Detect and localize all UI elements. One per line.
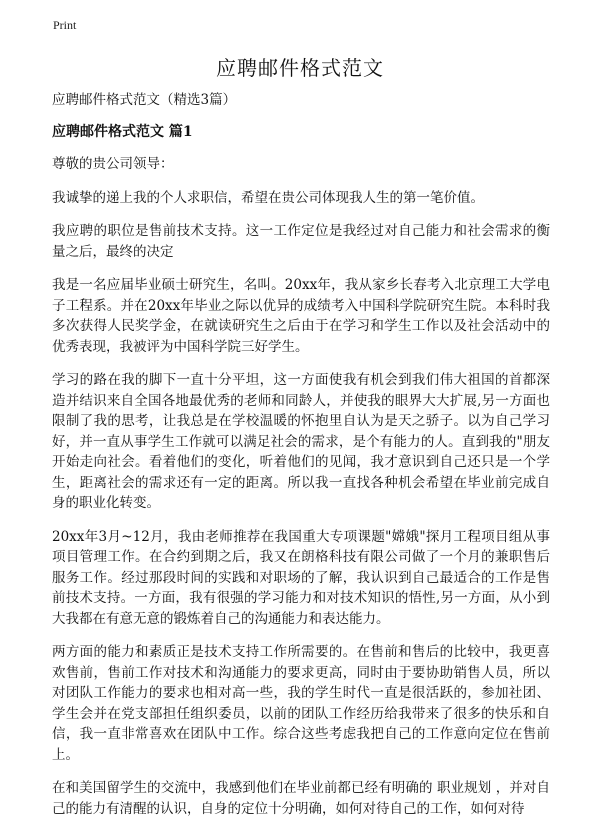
paragraph-background: 我是一名应届毕业硕士研究生，名叫。20xx年，我从家乡长春考入北京理工大学电子工程系。并在20xx年毕业之际以优异的成绩考入中国科学院研究生院。本科时我多次获得人民奖学金，在就读研究生之后由于在学习和学生工作以及社会活动中的优秀表现，我被评为中国科学院三好学生。 (52, 277, 550, 355)
paragraph-study: 学习的路在我的脚下一直十分平坦，这一方面使我有机会到我们伟大祖国的首都深造并结识来自全国各地最优秀的老师和同龄人，并使我的眼界大大扩展,另一方面也限制了我的思考，让我总是在学校温暖的怀抱里自认为是天之骄子。以为自己学习好，并一直从事学生工作就可以满足社会的需求，是个有能力的人。直到我的"朋友开始走向社会。看着他们的变化，听着他们的见闻，我才意识到自己还只是一个学生，距离社会的需求还有一定的距离。所以我一直找各种机会希望在毕业前完成自身的职业化转变。 (52, 372, 550, 511)
paragraph-position: 我应聘的职位是售前技术支持。这一工作定位是我经过对自己能力和社会需求的衡量之后，最终的决定 (52, 223, 550, 260)
print-link[interactable]: Print (53, 18, 77, 32)
page-title: 应聘邮件格式范文 (216, 56, 384, 80)
salutation: 尊敬的贵公司领导： (52, 156, 174, 172)
section-heading: 应聘邮件格式范文 篇1 (52, 124, 193, 140)
paragraph-intro: 我诚挚的递上我的个人求职信，希望在贵公司体现我人生的第一笔价值。 (52, 189, 484, 206)
document-subtitle: 应聘邮件格式范文（精选3篇） (52, 92, 237, 108)
paragraph-exchange: 在和美国留学生的交流中，我感到他们在毕业前都已经有明确的 职业规划 ，并对自己的能力有清醒的认识，自身的定位十分明确，如何对待自己的工作，如何对待 (52, 780, 550, 817)
paragraph-experience: 20xx年3月~12月，我由老师推荐在我国重大专项课题"嫦娥"探月工程项目组从事项目管理工作。在合约到期之后，我又在朗格科技有限公司做了一个月的兼职售后服务工作。经过那段时间的实践和对职场的了解，我认识到自己最适合的工作是售前技术支持。一方面，我有很强的学习能力和对技术知识的悟性,另一方面，从小到大我都在有意无意的锻炼着自己的沟通能力和表达能力。 (52, 528, 550, 627)
document-body (52, 90, 550, 832)
paragraph-abilities: 两方面的能力和素质正是技术支持工作所需要的。在售前和售后的比较中，我更喜欢售前，售前工作对技术和沟通能力的要求更高，同时由于要协助销售人员，所以对团队工作能力的要求也相对高一些，我的学生时代一直是很活跃的，参加社团、学生会并在党支部担任组织委员，以前的团队工作经历给我带来了很多的快乐和自信，我一直非常喜欢在团队中工作。综合这些考虑我把自己的工作意向定位在售前上。 (52, 644, 550, 763)
